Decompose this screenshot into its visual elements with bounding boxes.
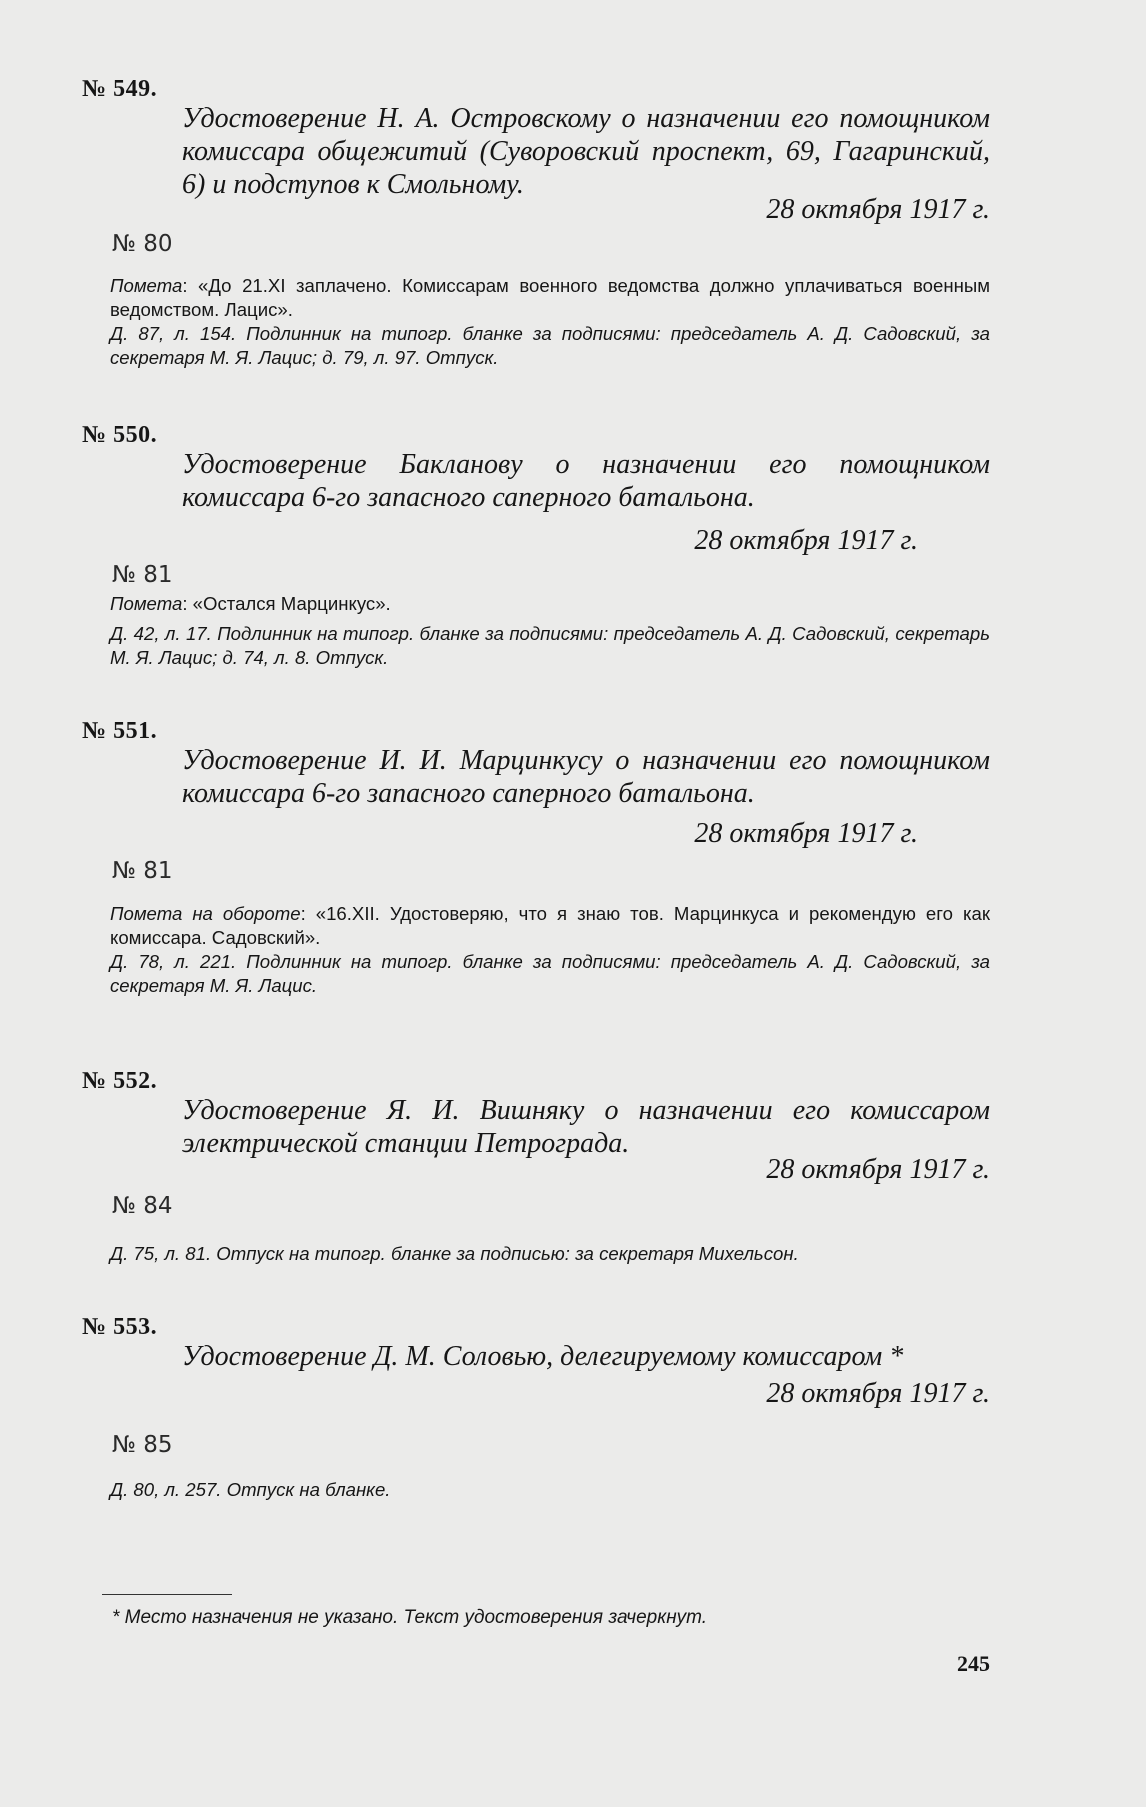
note-label: Помета xyxy=(110,275,183,296)
document-note xyxy=(110,902,990,950)
note-label: Помета на обороте xyxy=(110,903,301,924)
registration-number: № 85 xyxy=(112,1432,173,1458)
document-title: Удостоверение Д. М. Соловью, делегируемому комиссаром * xyxy=(182,1341,904,1372)
archive-reference: Д. 42, л. 17. Подлинник на типогр. бланке за подписями: председатель А. Д. Садовский, секретарь М. Я. Лацис; д. 74, л. 8. Отпуск. xyxy=(110,623,990,668)
registration-number: № 84 xyxy=(112,1193,173,1219)
registration-number: № 80 xyxy=(112,231,173,257)
document-date: 28 октября 1917 г. xyxy=(766,194,990,225)
document-number: № 551. xyxy=(82,718,158,744)
archive-reference: Д. 80, л. 257. Отпуск на бланке. xyxy=(110,1479,391,1500)
document-number: № 553. xyxy=(82,1314,158,1340)
page-number: 245 xyxy=(957,1651,990,1676)
archive-reference: Д. 87, л. 154. Подлинник на типогр. бланке за подписями: председатель А. Д. Садовский, за секретаря М. Я. Лацис; д. 79, л. 97. Отпуск. xyxy=(110,323,990,368)
document-note xyxy=(110,592,990,616)
document-number: № 552. xyxy=(82,1068,158,1094)
document-date: 28 октября 1917 г. xyxy=(766,1378,990,1409)
document-date: 28 октября 1917 г. xyxy=(694,818,918,849)
archive-reference: Д. 75, л. 81. Отпуск на типогр. бланке за подписью: за секретаря Михельсон. xyxy=(110,1243,799,1264)
document-note xyxy=(110,274,990,322)
footnote: * Место назначения не указано. Текст удостоверения зачеркнут. xyxy=(112,1607,708,1628)
document-title: Удостоверение И. И. Марцинкусу о назначении его помощником комиссара 6-го запасного саперного батальона. xyxy=(182,745,990,809)
document-title: Удостоверение Я. И. Вишняку о назначении его комиссаром электрической станции Петрограда. xyxy=(182,1095,990,1159)
document-number: № 550. xyxy=(82,422,158,448)
note-text: : «Остался Марцинкус». xyxy=(182,593,391,614)
document-title: Удостоверение Н. А. Островскому о назначении его помощником комиссара общежитий (Суворовский проспект, 69, Гагаринский, 6) и подступов к Смольному. xyxy=(182,103,990,200)
archive-reference: Д. 78, л. 221. Подлинник на типогр. бланке за подписями: председатель А. Д. Садовский, за секретаря М. Я. Лацис. xyxy=(110,951,990,996)
document-number: № 549. xyxy=(82,76,158,102)
document-title: Удостоверение Бакланову о назначении его помощником комиссара 6-го запасного саперного батальона. xyxy=(182,449,990,513)
registration-number: № 81 xyxy=(112,562,173,588)
note-text: : «До 21.XI заплачено. Комиссарам военного ведомства должно уплачиваться военным ведомством. Лацис». xyxy=(110,275,990,320)
registration-number: № 81 xyxy=(112,858,173,884)
document-date: 28 октября 1917 г. xyxy=(694,525,918,556)
footnote-divider xyxy=(102,1594,232,1595)
note-label: Помета xyxy=(110,593,183,614)
document-date: 28 октября 1917 г. xyxy=(766,1154,990,1185)
note-text: : «16.XII. Удостоверяю, что я знаю тов. Марцинкуса и рекомендую его как комиссара. Садовский». xyxy=(110,903,990,948)
